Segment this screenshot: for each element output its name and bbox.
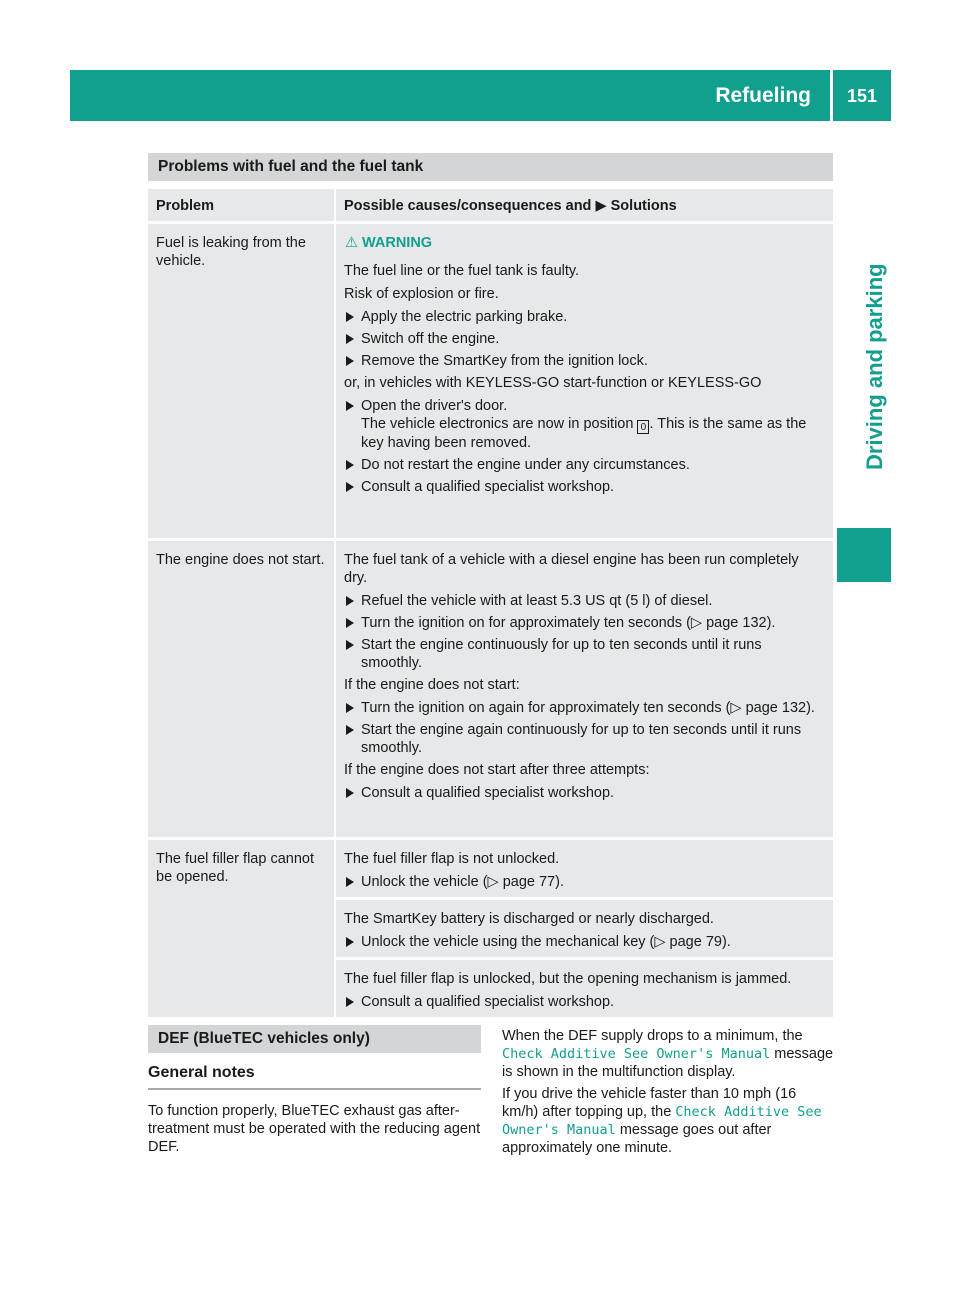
list-item: Consult a qualified specialist workshop. [344, 993, 825, 1011]
table-row [148, 541, 833, 837]
list-item: Do not restart the engine under any circumstances. [344, 456, 825, 474]
problem-cell: The engine does not start. [148, 541, 334, 837]
side-tab-label: Driving and parking [862, 263, 887, 470]
solution-cell: The fuel filler flap is not unlocked. Unlock the vehicle (▷ page 77). [336, 840, 833, 897]
header-causes: Possible causes/consequences and ▶ Solutions [336, 189, 833, 221]
header-bar [70, 70, 891, 121]
display-message: Check Additive See Owner's Manual [502, 1046, 771, 1062]
solution-cell: The SmartKey battery is discharged or nearly discharged. Unlock the vehicle using the mechanical key (▷ page 79). [336, 900, 833, 957]
general-notes-heading: General notes [148, 1064, 481, 1090]
fuel-problems-table [148, 189, 833, 1017]
list-item: Refuel the vehicle with at least 5.3 US qt (5 l) of diesel. [344, 592, 825, 610]
list-item: Turn the ignition on for approximately ten seconds (▷ page 132). [344, 614, 825, 632]
header-problem: Problem [148, 189, 334, 221]
solution-cell: The fuel filler flap is unlocked, but the opening mechanism is jammed. Consult a qualified specialist workshop. [336, 960, 833, 1017]
display-message: Check Additive See Owner's Manual [502, 1104, 822, 1138]
warning-triangle-icon: ⚠ [345, 235, 358, 251]
table-header-row [148, 189, 833, 221]
list-item: Remove the SmartKey from the ignition lock. [344, 352, 825, 370]
problem-cell: The fuel filler flap cannot be opened. [148, 840, 334, 1017]
def-section-title: DEF (BlueTEC vehicles only) [148, 1025, 481, 1053]
page-number: 151 [846, 85, 878, 106]
problem-cell: Fuel is leaking from the vehicle. [148, 224, 334, 538]
header-section-title: Refueling [715, 83, 811, 107]
side-tab-marker [837, 528, 891, 582]
warning-label: ⚠ WARNING [345, 235, 433, 251]
list-item: Unlock the vehicle using the mechanical key (▷ page 79). [344, 933, 825, 951]
key-position-icon: 0 [637, 420, 649, 434]
solution-cell: The fuel tank of a vehicle with a diesel engine has been run completely dry. Refuel the vehicle with at least 5.3 US qt (5 l) of diesel. Turn the ignition on for approximately ten seconds (▷ page 132). Start the engine continuously for up to ten seconds until it runs smoothly. If the engine does not start: Turn the ignition on again for approximately ten seconds (▷ page 132). Start the engine again continuously for up to ten seconds until it runs smoothly. If the engine does not start after three attempts: Consult a qualified specialist workshop. [336, 541, 833, 837]
def-right-column: When the DEF supply drops to a minimum, the Check Additive See Owner's Manual message is shown in the multifunction display. If you drive the vehicle faster than 10 mph (16 km/h) after topping up, the Check Additive See Owner's Manual message goes out after approximately one minute. [502, 1028, 834, 1156]
list-item: Start the engine continuously for up to ten seconds until it runs smoothly. [344, 636, 825, 672]
list-item: Unlock the vehicle (▷ page 77). [344, 873, 825, 891]
list-item: Consult a qualified specialist workshop. [344, 478, 825, 496]
list-item: Apply the electric parking brake. [344, 308, 825, 326]
list-item: Open the driver's door. The vehicle electronics are now in position 0 . This is the same as the key having been removed. [344, 397, 825, 452]
list-item: Start the engine again continuously for up to ten seconds until it runs smoothly. [344, 721, 825, 757]
list-item: Consult a qualified specialist workshop. [344, 784, 825, 802]
list-item: Turn the ignition on again for approximately ten seconds (▷ page 132). [344, 699, 825, 717]
solution-cell: ⚠ WARNING The fuel line or the fuel tank is faulty. Risk of explosion or fire. Apply the electric parking brake. Switch off the engine. Remove the SmartKey from the ignition lock. or, in vehicles with KEYLESS-GO start-function or KEYLESS-GO Open the driver's door. The vehicle electronics are now in position 0 . This is the same as the key having been removed. Do not restart the engine under any circumstances. Consult a qualified specialist workshop. [336, 224, 833, 538]
fuel-section-title: Problems with fuel and the fuel tank [148, 153, 833, 181]
table-row [148, 840, 833, 1017]
arrow-right-icon: ▶ [595, 198, 607, 214]
list-item: Switch off the engine. [344, 330, 825, 348]
table-row [148, 224, 833, 538]
def-left-column: To function properly, BlueTEC exhaust gas after-treatment must be operated with the reducing agent DEF. [148, 1103, 481, 1155]
